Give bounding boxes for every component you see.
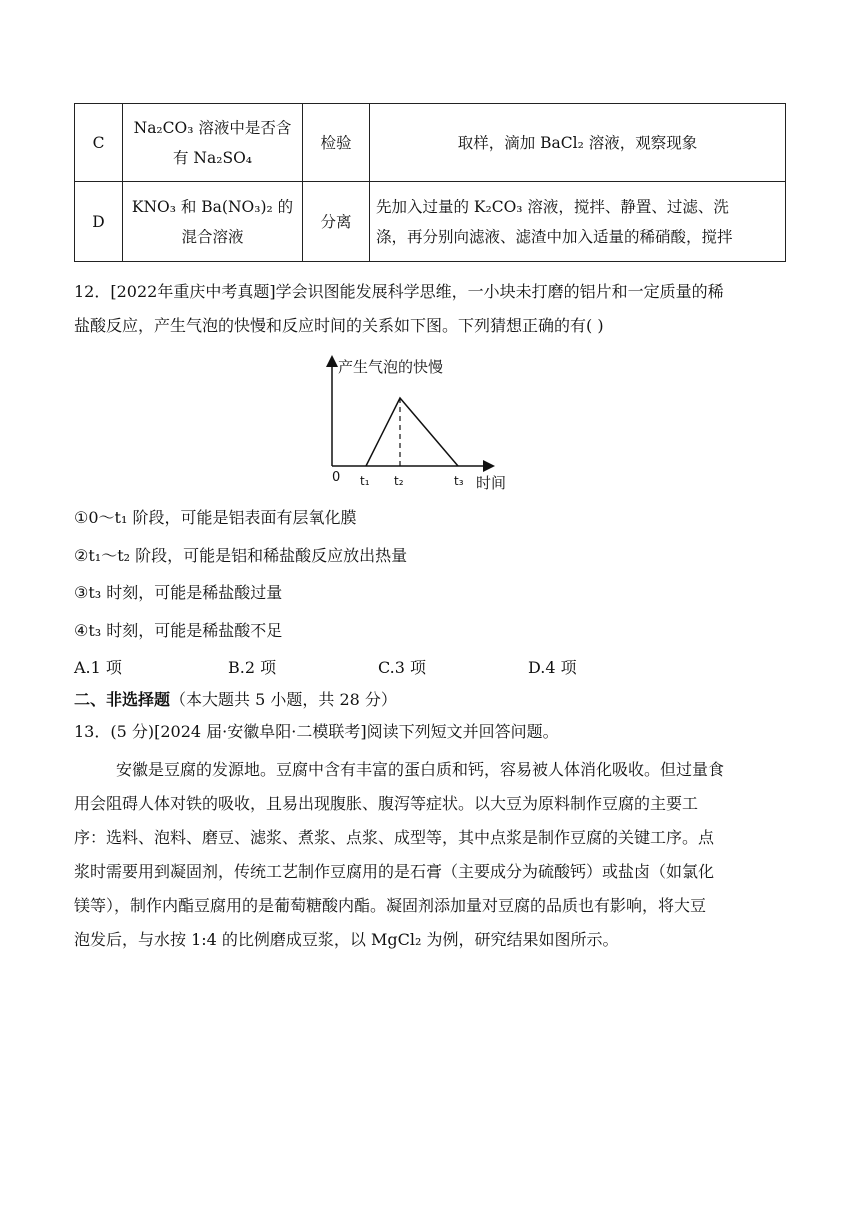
option-b[interactable]: B.2 项 <box>228 658 277 677</box>
statement: ④t₃ 时刻，可能是稀盐酸不足 <box>74 621 283 640</box>
object-line: Na₂CO₃ 溶液中是否含 <box>133 118 292 137</box>
object-line: 有 Na₂SO₄ <box>173 148 252 167</box>
paragraph-line: 用会阻碍人体对铁的吸收，且易出现腹胀、腹泻等症状。以大豆为原料制作豆腐的主要工 <box>74 794 699 813</box>
experiment-object <box>123 182 303 262</box>
method-line: 涤，再分别向滤液、滤渣中加入适量的稀硝酸，搅拌 <box>376 227 733 246</box>
section-note: （本大题共 5 小题，共 28 分） <box>170 690 397 709</box>
origin-label: 0 <box>332 470 341 485</box>
paragraph-line: 镁等），制作内酯豆腐用的是葡萄糖酸内酯。凝固剂添加量对豆腐的品质也有影响，将大豆 <box>74 896 707 915</box>
experiment-purpose: 检验 <box>303 104 370 182</box>
option-a[interactable]: A.1 项 <box>74 658 122 677</box>
method-line: 取样，滴加 BaCl₂ 溶液，观察现象 <box>457 133 698 152</box>
experiment-object <box>123 104 303 182</box>
option-c[interactable]: C.3 项 <box>378 658 427 677</box>
method-line: 先加入过量的 K₂CO₃ 溶液，搅拌、静置、过滤、洗 <box>376 197 729 216</box>
table-row <box>75 182 786 262</box>
experiment-table <box>74 103 786 262</box>
question-12-line: 盐酸反应，产生气泡的快慢和反应时间的关系如下图。下列猜想正确的有( ) <box>74 316 604 335</box>
row-label: C <box>75 104 123 182</box>
paragraph-line: 浆时需要用到凝固剂，传统工艺制作豆腐用的是石膏（主要成分为硫酸钙）或盐卤（如氯化 <box>74 862 715 881</box>
answer-options <box>74 656 774 680</box>
question-12-line: 12．[2022年重庆中考真题]学会识图能发展科学思维，一小块未打磨的铝片和一定质量的稀 <box>74 282 724 301</box>
paragraph-line: 安徽是豆腐的发源地。豆腐中含有丰富的蛋白质和钙，容易被人体消化吸收。但过量食 <box>116 760 725 779</box>
question-13-header: 13．(5 分)[2024 届·安徽阜阳·二模联考]阅读下列短文并回答问题。 <box>74 722 559 741</box>
statement: ③t₃ 时刻，可能是稀盐酸过量 <box>74 583 283 602</box>
object-line: KNO₃ 和 Ba(NO₃)₂ 的 <box>131 197 294 216</box>
option-d[interactable]: D.4 项 <box>528 658 577 677</box>
rate-curve <box>366 398 458 466</box>
tick-label: t₁ <box>360 474 370 488</box>
experiment-method <box>370 104 786 182</box>
section-title: 二、非选择题 <box>74 690 171 709</box>
x-axis-label: 时间 <box>476 474 507 492</box>
paragraph-line: 泡发后，与水按 1:4 的比例磨成豆浆，以 MgCl₂ 为例，研究结果如图所示。 <box>74 930 619 949</box>
tick-label: t₂ <box>394 474 404 488</box>
statement: ②t₁～t₂ 阶段，可能是铝和稀盐酸反应放出热量 <box>74 546 408 565</box>
object-line: 混合溶液 <box>181 227 244 246</box>
experiment-method <box>370 182 786 262</box>
tick-label: t₃ <box>454 474 464 488</box>
paragraph-line: 序：选料、泡料、磨豆、滤浆、煮浆、点浆、成型等，其中点浆是制作豆腐的关键工序。点 <box>74 828 715 847</box>
experiment-purpose: 分离 <box>303 182 370 262</box>
row-label: D <box>75 182 123 262</box>
table-row <box>75 104 786 182</box>
bubble-rate-graph <box>320 350 520 498</box>
y-axis-label: 产生气泡的快慢 <box>338 358 444 376</box>
statement: ①0～t₁ 阶段，可能是铝表面有层氧化膜 <box>74 508 357 527</box>
section-heading <box>74 688 397 712</box>
